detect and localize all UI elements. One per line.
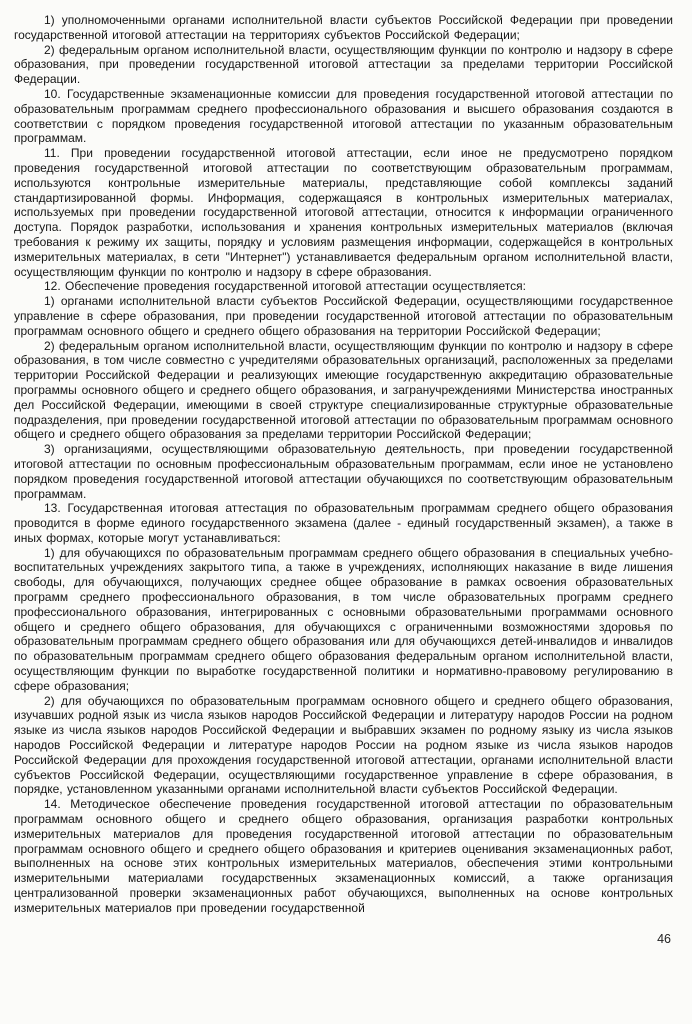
para-clause-12-item-1: 1) органами исполнительной власти субъектов Российской Федерации, осуществляющими государственное управление в сфере образования, при проведении государственной итоговой аттестации по образовательным программам основного общего и среднего общего образования на территории Российской Федерации; xyxy=(14,294,673,338)
para-clause-13-item-2: 2) для обучающихся по образовательным программам основного общего и среднего общего образования, изучавших родной язык из числа языков народов Российской Федерации и литературу народов России на родном языке из числа языков народов Российской Федерации и выбравших экзамен по родному языку из числа языков народов Российской Федерации и литературе народов России на родном языке из числа языков народов Российской Федерации для прохождения государственной итоговой аттестации, органами исполнительной власти субъектов Российской Федерации, осуществляющими государственное управление в сфере образования, в порядке, установленном указанными органами исполнительной власти субъектов Российской Федерации. xyxy=(14,693,673,797)
para-clause-12: 12. Обеспечение проведения государственной итоговой аттестации осуществляется: xyxy=(44,279,526,294)
para-clause-11: 11. При проведении государственной итоговой аттестации, если иное не предусмотрено порядком проведения государственной итоговой аттестации по соответствующим образовательным программам, используются контрольные измерительные материалы, представляющие собой комплексы заданий стандартизированной формы. Информация, содержащаяся в контрольных измерительных материалах, используемых при проведении государственной итоговой аттестации, относится к информации ограниченного доступа. Порядок разработки, использования и хранения контрольных измерительных материалов (включая требования к режиму их защиты, порядку и условиям размещения информации, содержащейся в контрольных измерительных материалах, в сети "Интернет") устанавливается федеральным органом исполнительной власти, осуществляющим функции по контролю и надзору в сфере образования. xyxy=(14,146,673,279)
para-subitem-2: 2) федеральным органом исполнительной власти, осуществляющим функции по контролю и надзору в сфере образования, при проведении государственной итоговой аттестации за пределами территории Российской Федерации. xyxy=(14,42,673,87)
para-clause-14: 14. Методическое обеспечение проведения государственной итоговой аттестации по образовательным программам основного общего и среднего общего образования, организация разработки контрольных измерительных материалов для проведения государственной итоговой аттестации по образовательным программам основного общего и среднего общего образования и критериев оценивания экзаменационных работ, выполненных на основе этих контрольных измерительных материалов, обеспечения этими контрольными измерительными материалами государственных экзаменационных комиссий, а также организация централизованной проверки экзаменационных работ обучающихся, выполненных на основе контрольных измерительных материалов при проведении государственной xyxy=(14,797,673,915)
para-subitem-1: 1) уполномоченными органами исполнительной власти субъектов Российской Федерации при проведении государственной итоговой аттестации на территориях субъектов Российской Федерации; xyxy=(14,13,673,42)
para-clause-12-item-3: 3) организациями, осуществляющими образовательную деятельность, при проведении государственной итоговой аттестации по основным профессиональным образовательным программам, если иное не установлено порядком проведения государственной итоговой аттестации обучающихся по соответствующим образовательным программам. xyxy=(14,442,673,501)
para-clause-13-item-1: 1) для обучающихся по образовательным программам среднего общего образования в специальных учебно-воспитательных учреждениях закрытого типа, а также в учреждениях, исполняющих наказание в виде лишения свободы, для обучающихся, получающих среднее общее образование в рамках освоения образовательных программ среднего профессионального образования, в том числе образовательных программ среднего профессионального образования, интегрированных с основными образовательными программами основного общего и среднего общего образования, для обучающихся с ограниченными возможностями здоровья по образовательным программам среднего общего образования или для обучающихся детей-инвалидов и инвалидов по образовательным программам среднего общего образования федеральным органом исполнительной власти, осуществляющим функции по выработке государственной политики и нормативно-правовому регулированию в сфере образования; xyxy=(14,545,673,693)
para-clause-13: 13. Государственная итоговая аттестация по образовательным программам среднего общего образования проводится в форме единого государственного экзамена (далее - единый государственный экзамен), а также в иных формах, которые могут устанавливаться: xyxy=(14,501,673,545)
document-text-block xyxy=(14,13,673,916)
para-clause-10: 10. Государственные экзаменационные комиссии для проведения государственной итоговой аттестации по образовательным программам среднего профессионального образования и высшего образования создаются в соответствии с порядком проведения государственной итоговой аттестации по указанным образовательным программам. xyxy=(14,86,673,146)
para-clause-12-item-2: 2) федеральным органом исполнительной власти, осуществляющим функции по контролю и надзору в сфере образования, в том числе совместно с учредителями образовательных организаций, расположенных за пределами территории Российской Федерации и реализующих имеющие государственную аккредитацию образовательные программы основного общего и среднего общего образования, и загранучреждениями Министерства иностранных дел Российской Федерации, имеющими в своей структуре специализированные структурные образовательные подразделения, при проведении государственной итоговой аттестации по образовательным программам основного общего и среднего общего образования за пределами территории Российской Федерации; xyxy=(14,338,673,442)
page-number: 46 xyxy=(657,931,671,946)
